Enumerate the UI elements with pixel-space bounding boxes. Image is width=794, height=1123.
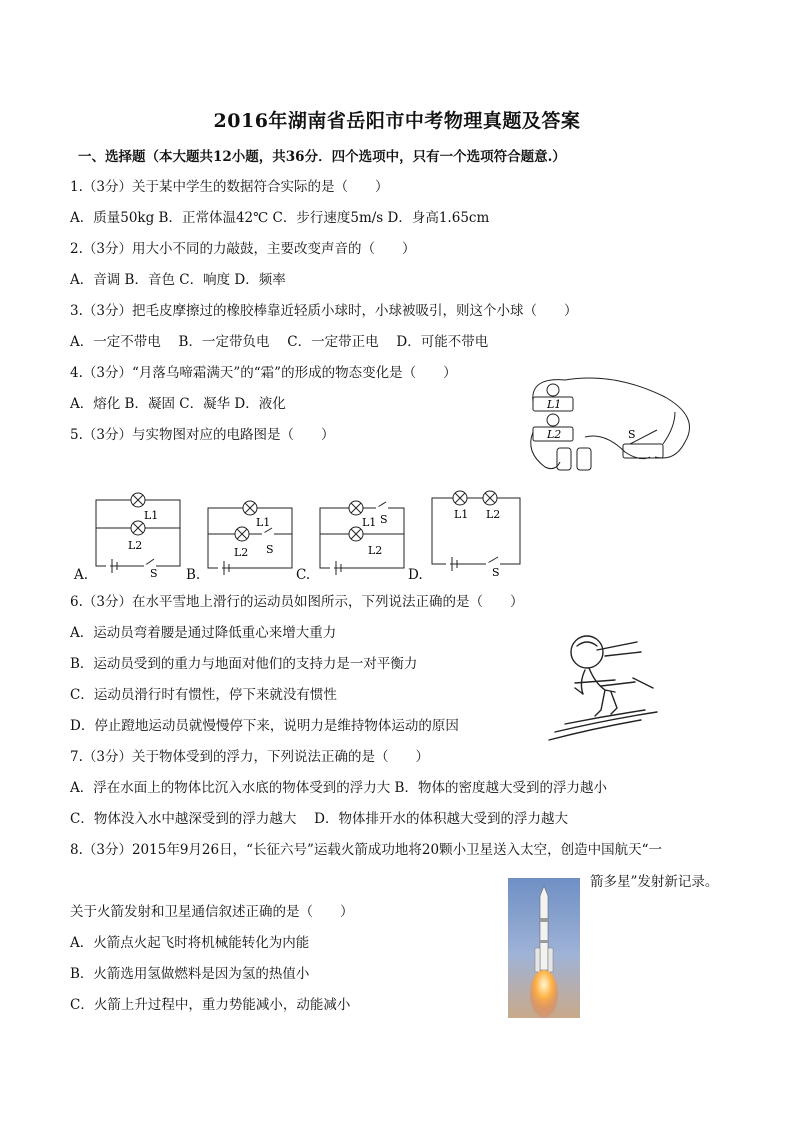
circuit-option-b [204,490,296,578]
option-c-l1: L1 [362,516,377,529]
option-d-s: S [492,566,500,579]
option-d-label: D. [408,567,423,583]
photo-label-s: S [628,428,636,441]
q4-options: A．熔化 B．凝固 C．凝华 D．液化 [70,396,286,412]
q6-option-c: C．运动员滑行时有惯性，停下来就没有惯性 [70,687,337,703]
q3-options: A．一定不带电 B．一定带负电 C．一定带正电 D．可能不带电 [70,334,489,350]
option-b-label: B. [186,567,201,583]
q7-option-cd: C．物体没入水中越深受到的浮力越大 D．物体排开水的体积越大受到的浮力越大 [70,811,568,827]
option-a-label: A. [74,567,89,583]
q5-stem: 5.（3分）与实物图对应的电路图是（ ） [70,427,335,443]
rocket-photo [508,878,580,1018]
q8-stem-line1: 8.（3分）2015年9月26日，“长征六号”运载火箭成功地将20颗小卫星送入太空，创造中国航天“一 [70,842,662,858]
section-heading: 一、选择题（本大题共12小题，共36分．四个选项中，只有一个选项符合题意.） [78,149,566,165]
option-b-s: S [266,543,274,556]
q1-stem: 1.（3分）关于某中学生的数据符合实际的是（ ） [70,179,389,195]
q2-stem: 2.（3分）用大小不同的力敲鼓，主要改变声音的（ ） [70,241,416,257]
circuit-photo [525,372,700,482]
option-a-l1: L1 [144,509,159,522]
q6-option-a: A．运动员弯着腰是通过降低重心来增大重力 [70,625,337,641]
q6-option-b: B．运动员受到的重力与地面对他们的支持力是一对平衡力 [70,656,418,672]
q8-stem-line2: 箭多星”发射新记录。 [590,874,719,890]
q6-option-d: D．停止蹬地运动员就慢慢停下来，说明力是维持物体运动的原因 [70,718,459,734]
page-title: 2016年湖南省岳阳市中考物理真题及答案 [213,110,581,132]
q6-stem: 6.（3分）在水平雪地上滑行的运动员如图所示，下列说法正确的是（ ） [70,594,524,610]
q8-option-a: A．火箭点火起飞时将机械能转化为内能 [70,935,310,951]
q3-stem: 3.（3分）把毛皮摩擦过的橡胶棒靠近轻质小球时，小球被吸引，则这个小球（ ） [70,303,578,319]
q8-option-b: B．火箭选用氢做燃料是因为氢的热值小 [70,966,310,982]
option-b-l1: L1 [256,516,271,529]
q7-stem: 7.（3分）关于物体受到的浮力，下列说法正确的是（ ） [70,749,429,765]
option-a-s: S [150,567,158,580]
q2-options: A．音调 B．音色 C．响度 D．频率 [70,272,286,288]
option-d-l1: L1 [454,508,469,521]
option-d-l2: L2 [486,508,501,521]
option-b-l2: L2 [234,546,249,559]
q8-option-c: C．火箭上升过程中，重力势能减小，动能减小 [70,997,351,1013]
option-c-label: C. [296,567,311,583]
q8-stem-line3: 关于火箭发射和卫星通信叙述正确的是（ ） [70,904,354,920]
q1-options: A．质量50kg B．正常体温42℃ C．步行速度5m/s D．身高1.65cm [70,210,490,226]
option-c-l2: L2 [368,544,383,557]
q7-option-ab: A．浮在水面上的物体比沉入水底的物体受到的浮力大 B．物体的密度越大受到的浮力越小 [70,780,607,796]
circuit-option-c [316,490,408,578]
photo-label-l2: L2 [547,428,562,441]
skier-illustration [545,628,665,743]
option-a-l2: L2 [128,539,143,552]
q4-stem: 4.（3分）“月落乌啼霜满天”的“霜”的形成的物态变化是（ ） [70,365,457,381]
circuit-option-a [92,488,184,578]
option-c-s: S [380,513,388,526]
photo-label-l1: L1 [547,398,562,411]
circuit-option-d [428,486,524,578]
